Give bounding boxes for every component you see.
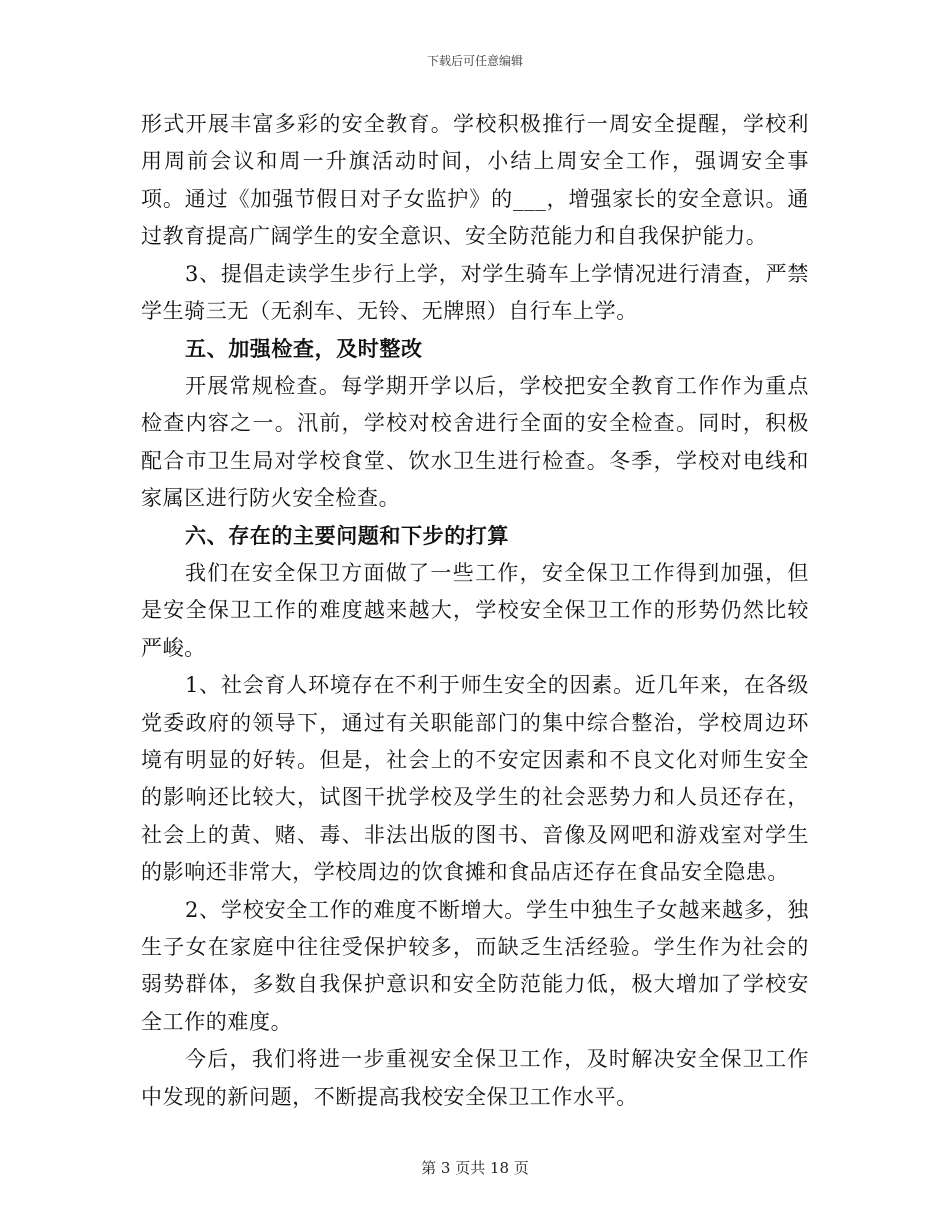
page-header: 下载后可任意编辑	[426, 54, 523, 68]
paragraph-safety-education: 形式开展丰富多彩的安全教育。学校积极推行一周安全提醒，学校利用周前会议和周一升旗活动时间，小结上周安全工作，强调安全事项。通过《加强节假日对子女监护》的___，增强家长的安全意识。通过教育提高广阔学生的安全意识、安全防范能力和自我保护能力。	[141, 112, 809, 249]
section-heading-problems-plans: 六、存在的主要问题和下步的打算	[185, 523, 509, 549]
paragraph-safety-difficulty: 2、学校安全工作的难度不断增大。学生中独生子女越来越多，独生子女在家庭中往往受保护较多，而缺乏生活经验。学生作为社会的弱势群体，多数自我保护意识和安全防范能力低，极大增加了学校安全工作的难度。	[141, 897, 809, 1034]
page-number-footer: 第 3 页共 18 页	[421, 1159, 529, 1177]
paragraph-security-work-summary: 我们在安全保卫方面做了一些工作，安全保卫工作得到加强，但是安全保卫工作的难度越来越大，学校安全保卫工作的形势仍然比较严峻。	[141, 560, 809, 660]
paragraph-routine-inspection: 开展常规检查。每学期开学以后，学校把安全教育工作作为重点检查内容之一。汛前，学校对校舍进行全面的安全检查。同时，积极配合市卫生局对学校食堂、饮水卫生进行检查。冬季，学校对电线和家属区进行防火安全检查。	[141, 373, 809, 511]
paragraph-future-plans: 今后，我们将进一步重视安全保卫工作，及时解决安全保卫工作中发现的新问题，不断提高我校安全保卫工作水平。	[141, 1047, 809, 1109]
section-heading-inspection: 五、加强检查，及时整改	[185, 336, 423, 362]
paragraph-walking-to-school: 3、提倡走读学生步行上学，对学生骑车上学情况进行清查，严禁学生骑三无（无刹车、无铃、无牌照）自行车上学。	[141, 261, 809, 324]
document-body	[141, 106, 809, 1116]
paragraph-social-environment: 1、社会育人环境存在不利于师生安全的因素。近几年来，在各级党委政府的领导下，通过有关职能部门的集中综合整治，学校周边环境有明显的好转。但是，社会上的不安定因素和不良文化对师生安全的影响还比较大，试图干扰学校及学生的社会恶势力和人员还存在，社会上的黄、赌、毒、非法出版的图书、音像及网吧和游戏室对学生的影响还非常大，学校周边的饮食摊和食品店还存在食品安全隐患。	[141, 673, 809, 885]
